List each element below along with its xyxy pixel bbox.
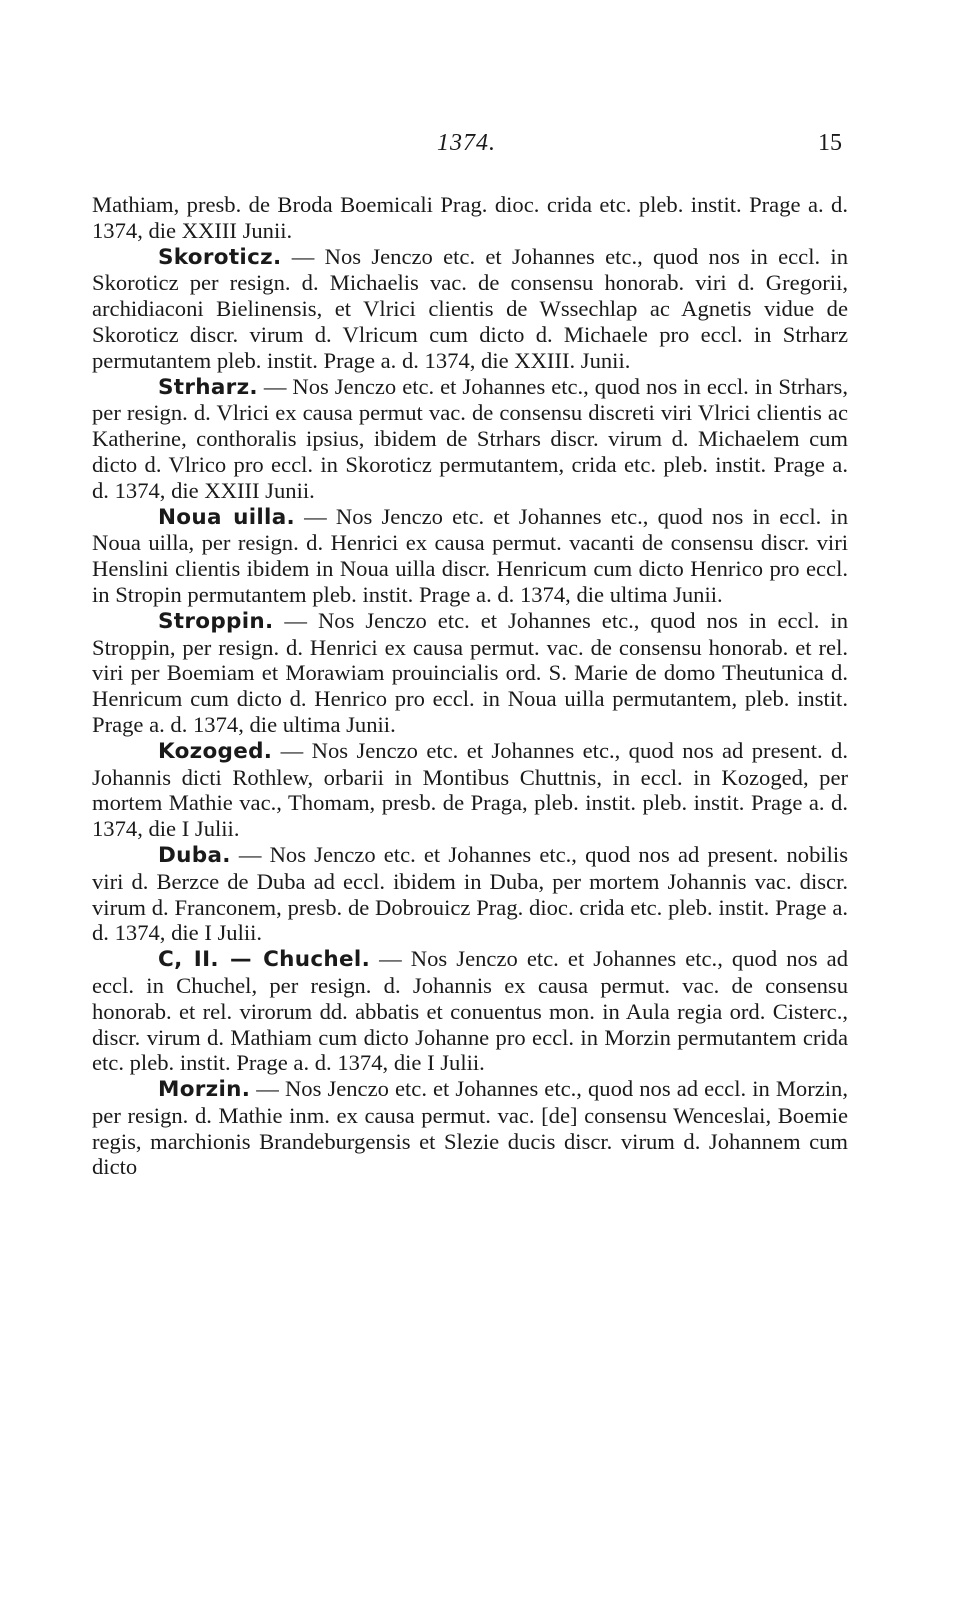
entry-heading: Skoroticz. xyxy=(158,244,282,270)
entry-heading: Noua uilla. xyxy=(158,504,295,530)
entry-text: — Nos Jenczo etc. et Johannes etc., quod nos in eccl. in Noua uilla, per resign. d. Henrici ex causa permut. vacanti de consensu discr. viri Henslini clientis ibidem in Noua uilla discr. Henricum cum dicto Henrico pro eccl. in Stropin permutantem pleb. instit. Prage a. d. 1374, die ultima Junii. xyxy=(92,503,848,607)
entry-text: — Nos Jenczo etc. et Johannes etc., quod nos in eccl. in Skoroticz per resign. d. Michaelis vac. de consensu honorab. viri d. Gregorii, archidiaconi Bielinensis, et Vlrici clientis de Wssechlap ac Agnetis vidue de Skoroticz discr. virum d. Vlricum cum dicto d. Michaele pro eccl. in Strharz permutantem pleb. instit. Prage a. d. 1374, die XXIII. Junii. xyxy=(92,243,848,373)
entry-text: — Nos Jenczo etc. et Johannes etc., quod nos ad present. nobilis viri d. Berzce de Duba ad eccl. ibidem in Duba, per mortem Johannis vac. discr. virum d. Franconem, presb. de Dobrouicz Prag. dioc. crida etc. pleb. instit. Prage a. d. 1374, die I Julii. xyxy=(92,841,848,946)
entry-strharz xyxy=(92,374,848,504)
entry-duba xyxy=(92,842,848,946)
entry-skoroticz xyxy=(92,244,848,374)
entry-heading: Morzin. xyxy=(158,1077,251,1103)
entry-text: — Nos Jenczo etc. et Johannes etc., quod nos ad eccl. in Chuchel, per resign. d. Johannis ex causa permut. vac. de consensu honorab. et rel. virorum dd. abbatis et conuentus mon. in Aula regia ord. Cisterc., discr. virum d. Mathiam cum dicto Johanne pro eccl. in Morzin permutantem crida etc. pleb. instit. Prage a. d. 1374, die I Julii. xyxy=(92,946,848,1076)
entry-morzin xyxy=(92,1076,848,1180)
entry-noua-uilla xyxy=(92,504,848,608)
entry-text: — Nos Jenczo etc. et Johannes etc., quod nos in eccl. in Stroppin, per resign. d. Henrici ex causa permut. vac. de consensu honorab. et rel. viri per Boemiam et Morawiam prouincialis ord. S. Marie de domo Theutunica d. Henricum cum dicto d. Henrico pro eccl. in Noua uilla permutantem, pleb. instit. Prage a. d. 1374, die ultima Junii. xyxy=(92,607,848,737)
running-head xyxy=(92,130,848,170)
entry-heading: C, II. — Chuchel. xyxy=(158,947,371,973)
entry-text: — Nos Jenczo etc. et Johannes etc., quod nos ad present. d. Johannis dicti Rothlew, orbarii in Montibus Chuttnis, in eccl. in Kozoged, per mortem Mathie vac., Thomam, presb. de Praga, pleb. instit. pleb. instit. Prage a. d. 1374, die I Julii. xyxy=(92,737,848,842)
entry-text: — Nos Jenczo etc. et Johannes etc., quod nos in eccl. in Strhars, per resign. d. Vlrici ex causa permut vac. de consensu discreti viri Vlrici clientis ac Katherine, conthoralis ipsius, ibidem de Strhars discr. virum d. Michaelem cum dicto d. Vlrico pro eccl. in Skoroticz permutantem, crida etc. pleb. instit. Prage a. d. 1374, die XXIII Junii. xyxy=(92,373,848,503)
page-number: 15 xyxy=(818,130,842,156)
entry-heading: Kozoged. xyxy=(158,738,273,764)
document-page xyxy=(92,130,848,1180)
body-text xyxy=(92,192,848,1180)
entry-text: — Nos Jenczo etc. et Johannes etc., quod nos ad eccl. in Morzin, per resign. d. Mathie inm. ex causa permut. vac. [de] consensu Wenceslai, Boemie regis, marchionis Brandeburgensis et Slezie ducis discr. virum d. Johannem cum dicto xyxy=(92,1076,848,1180)
entry-stroppin xyxy=(92,608,848,738)
entry-heading: Duba. xyxy=(158,842,231,868)
running-head-year: 1374. xyxy=(437,130,496,156)
entry-kozoged xyxy=(92,738,848,842)
entry-chuchel xyxy=(92,946,848,1076)
entry-heading: Stroppin. xyxy=(158,608,274,634)
entry-continuation xyxy=(92,192,848,244)
entry-text: Mathiam, presb. de Broda Boemicali Prag. dioc. crida etc. pleb. instit. Prage a. d. 1374, die XXIII Junii. xyxy=(92,192,848,243)
entry-heading: Strharz. xyxy=(158,374,258,400)
